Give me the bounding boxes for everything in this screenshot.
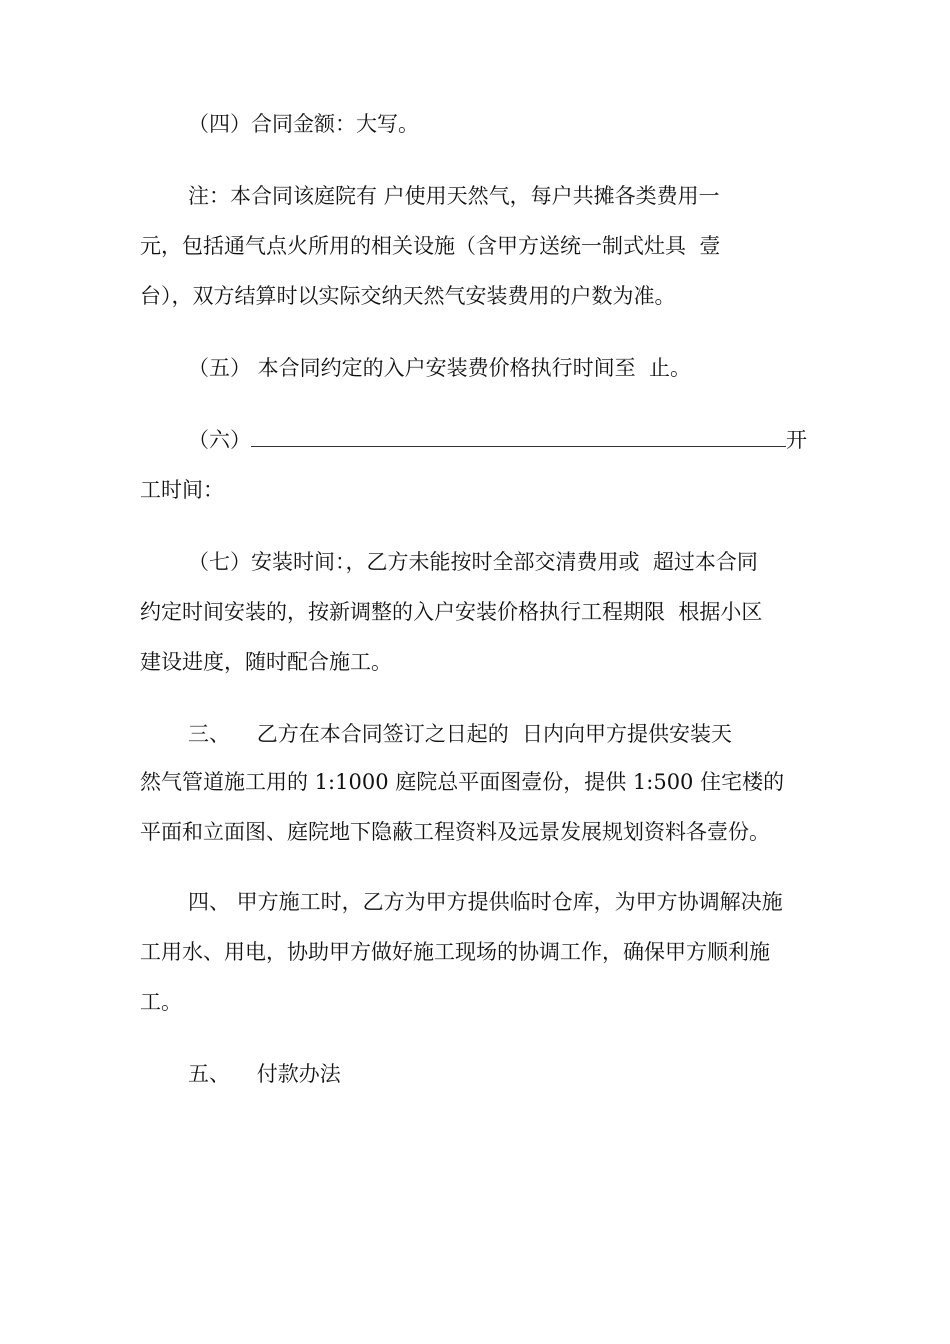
section-4-line-2: 工用水、用电，协助甲方做好施工现场的协调工作，确保甲方顺利施 bbox=[140, 940, 770, 964]
section-5-payment-method: 五、 付款办法 bbox=[188, 1062, 341, 1086]
clause-6-line-2: 工时间： bbox=[140, 478, 224, 502]
clause-6-suffix: 开 bbox=[786, 428, 807, 452]
section-3-line-3: 平面和立面图、庭院地下隐蔽工程资料及远景发展规划资料各壹份。 bbox=[140, 820, 770, 844]
clause-7-line-3: 建设进度，随时配合施工。 bbox=[140, 650, 392, 674]
section-3-line-1: 三、 乙方在本合同签订之日起的 日内向甲方提供安装天 bbox=[188, 722, 733, 746]
section-4-line-3: 工。 bbox=[140, 990, 182, 1014]
section-3-line-2: 然气管道施工用的 1:1000 庭院总平面图壹份，提供 1:500 住宅楼的 bbox=[140, 770, 785, 794]
note-line-3: 台），双方结算时以实际交纳天然气安装费用的户数为准。 bbox=[140, 284, 676, 308]
note-line-1: 注：本合同该庭院有 户使用天然气，每户共摊各类费用一 bbox=[188, 184, 720, 208]
clause-5-price-validity: （五） 本合同约定的入户安装费价格执行时间至 止。 bbox=[188, 356, 692, 380]
note-line-2: 元，包括通气点火所用的相关设施（含甲方送统一制式灶具 壹 bbox=[140, 234, 721, 258]
clause-6-prefix: （六） bbox=[188, 428, 251, 452]
clause-4-contract-amount: （四）合同金额：大写。 bbox=[188, 112, 419, 136]
clause-7-line-2: 约定时间安装的，按新调整的入户安装价格执行工程期限 根据小区 bbox=[140, 600, 763, 624]
fill-in-blank-line bbox=[251, 426, 786, 447]
clause-6-line-1 bbox=[188, 426, 807, 454]
clause-7-line-1: （七）安装时间：，乙方未能按时全部交清费用或 超过本合同 bbox=[188, 550, 758, 574]
section-4-line-1: 四、 甲方施工时，乙方为甲方提供临时仓库，为甲方协调解决施 bbox=[188, 890, 783, 914]
